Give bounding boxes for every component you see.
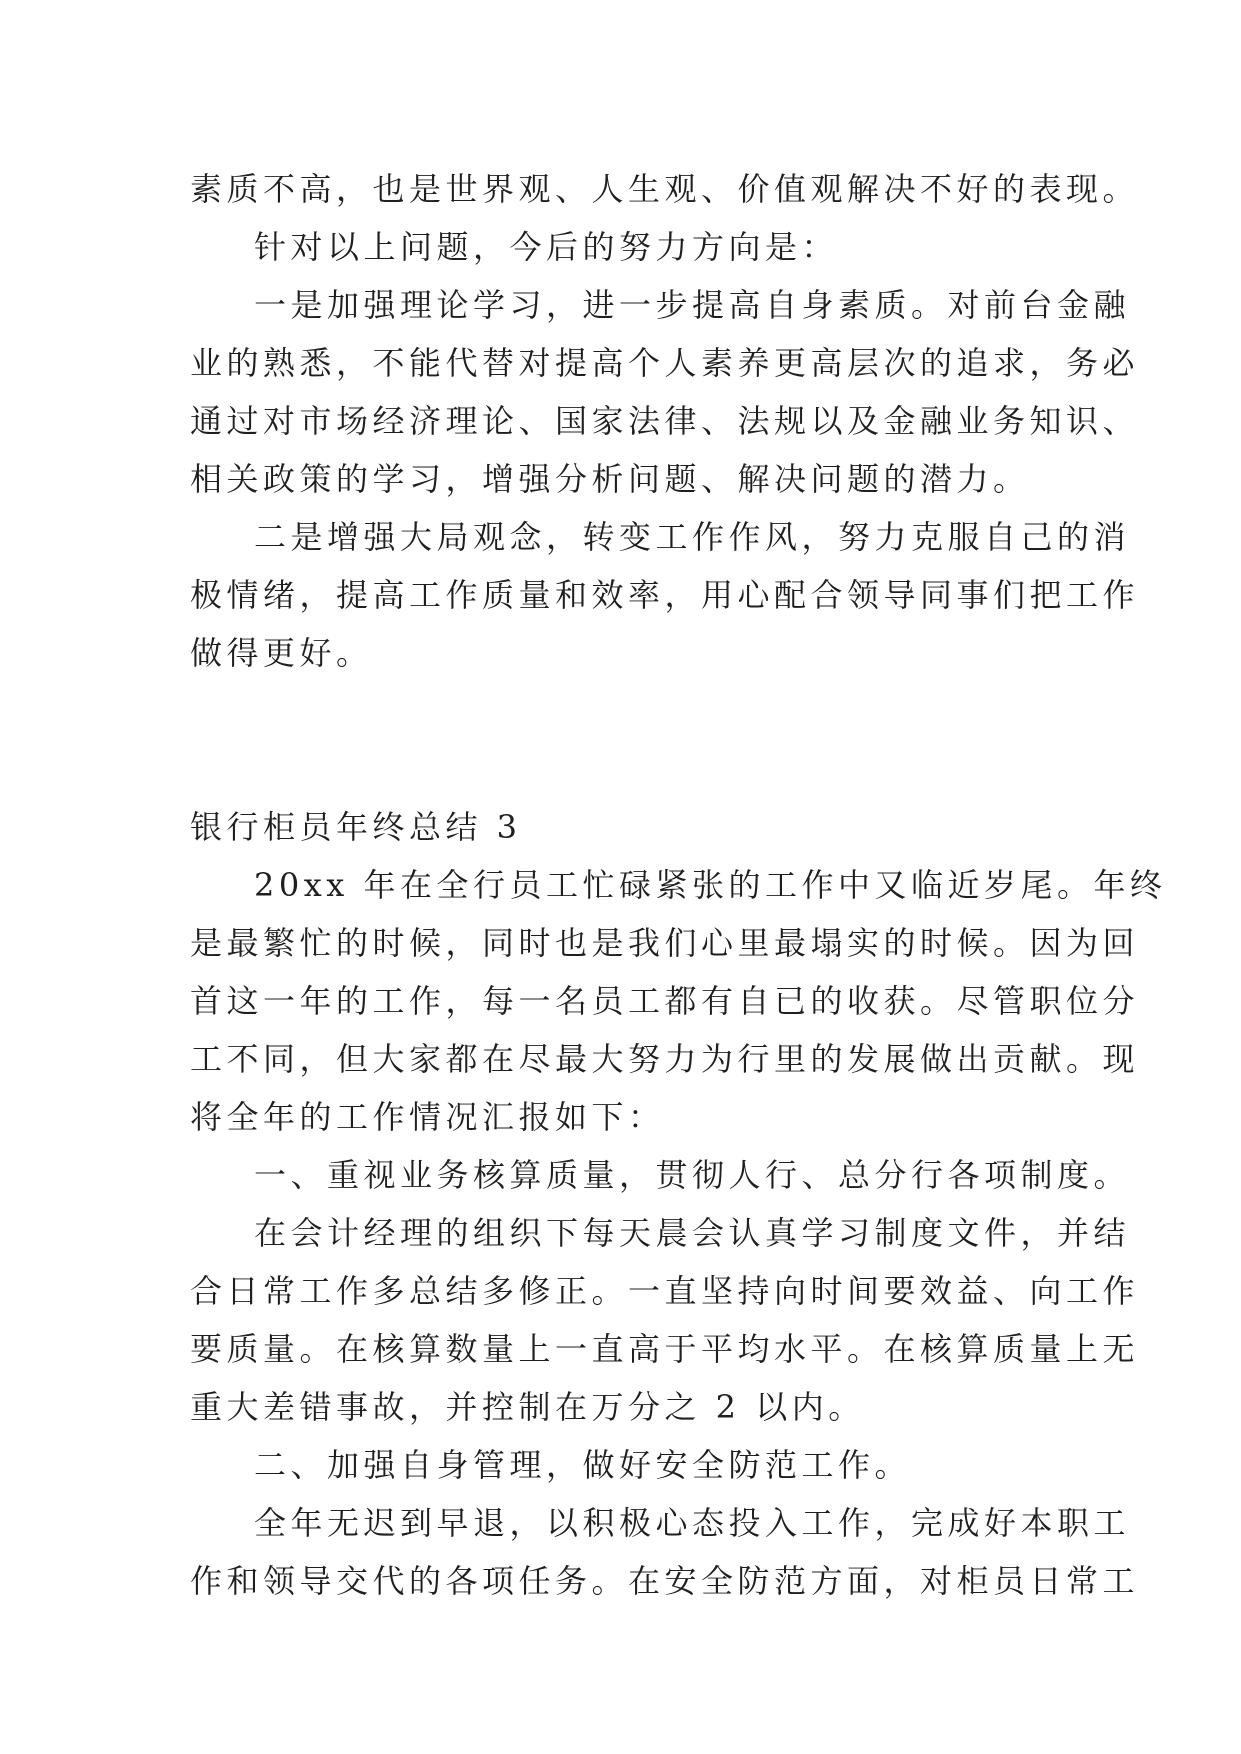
text-line: 针对以上问题，今后的努力方向是：: [254, 228, 839, 266]
text-line: 工不同，但大家都在尽最大努力为行里的发展做出贡献。现: [190, 1040, 1140, 1078]
text-line: 二是增强大局观念，转变工作作风，努力克服自己的消: [254, 518, 1131, 556]
text-line: 将全年的工作情况汇报如下：: [190, 1098, 665, 1136]
text-line: 相关政策的学习，增强分析问题、解决问题的潜力。: [190, 460, 1030, 498]
text-line: 重大差错事故，并控制在万分之 2 以内。: [190, 1388, 865, 1426]
text-line: 做得更好。: [190, 634, 373, 672]
text-line: 要质量。在核算数量上一直高于平均水平。在核算质量上无: [190, 1330, 1140, 1368]
text-line: 通过对市场经济理论、国家法律、法规以及金融业务知识、: [190, 402, 1140, 440]
section-gap: [190, 682, 1070, 798]
text-line: 作和领导交代的各项任务。在安全防范方面，对柜员日常工: [190, 1562, 1140, 1600]
text-line: 一、重视业务核算质量，贯彻人行、总分行各项制度。: [254, 1156, 1131, 1194]
text-line: 业的熟悉，不能代替对提高个人素养更高层次的追求，务必: [190, 344, 1140, 382]
text-line: 首这一年的工作，每一名员工都有自已的收获。尽管职位分: [190, 982, 1140, 1020]
text-line: 合日常工作多总结多修正。一直坚持向时间要效益、向工作: [190, 1272, 1140, 1310]
text-line: 一是加强理论学习，进一步提高自身素质。对前台金融: [254, 286, 1131, 324]
text-line: 是最繁忙的时候，同时也是我们心里最塌实的时候。因为回: [190, 924, 1140, 962]
text-line: 全年无迟到早退，以积极心态投入工作，完成好本职工: [254, 1504, 1131, 1542]
section-heading: 银行柜员年终总结 3: [190, 808, 522, 846]
text-line: 二、加强自身管理，做好安全防范工作。: [254, 1446, 912, 1484]
text-line: 素质不高，也是世界观、人生观、价值观解决不好的表现。: [190, 170, 1140, 208]
text-line: 在会计经理的组织下每天晨会认真学习制度文件，并结: [254, 1214, 1131, 1252]
text-line: 20xx 年在全行员工忙碌紧张的工作中又临近岁尾。年终: [254, 866, 1167, 904]
text-line: 极情绪，提高工作质量和效率，用心配合领导同事们把工作: [190, 576, 1140, 614]
document-body: [190, 160, 1167, 1610]
